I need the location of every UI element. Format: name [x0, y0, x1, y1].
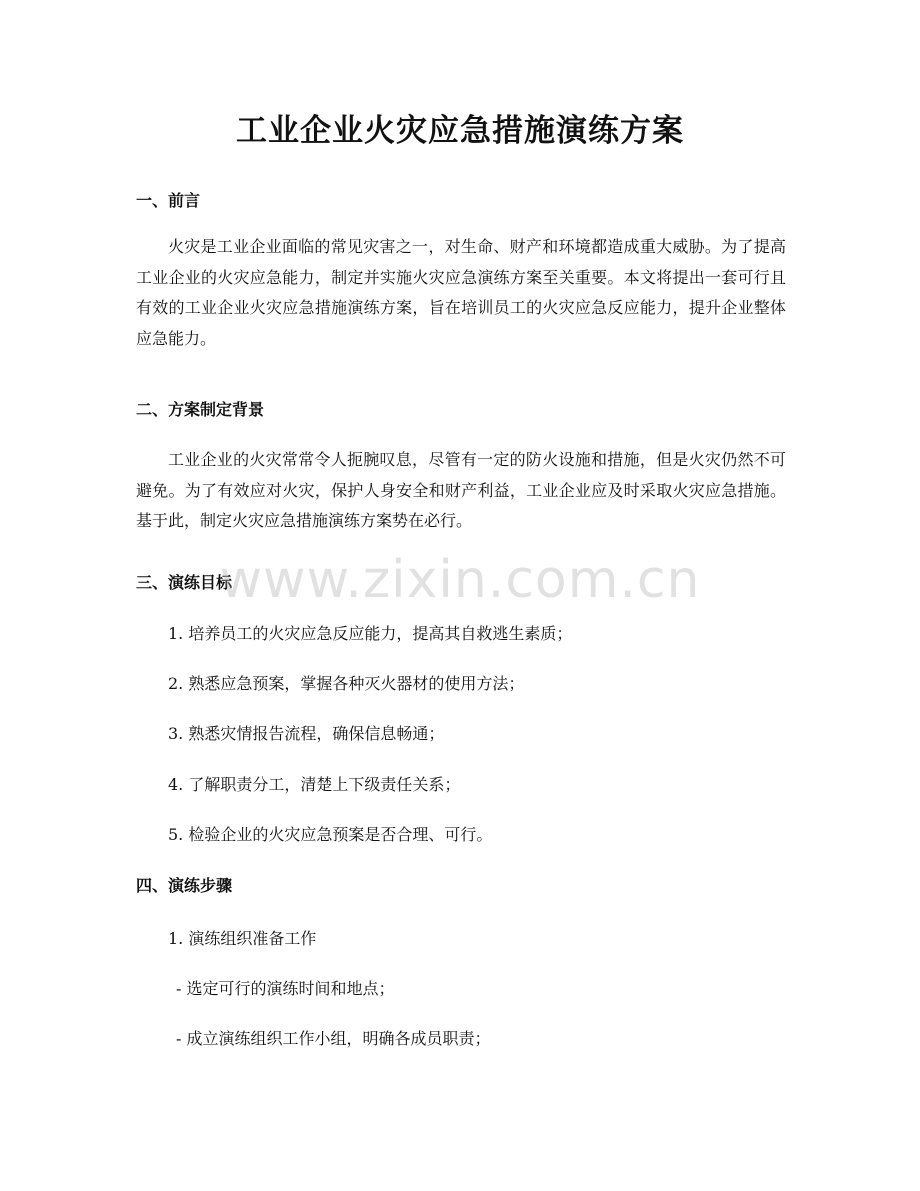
list-item: 4. 了解职责分工，清楚上下级责任关系； — [168, 775, 461, 794]
watermark: www.zixin.com.cn — [219, 550, 701, 610]
sub-list-item: - 选定可行的演练时间和地点； — [176, 979, 395, 998]
section-heading-preface: 一、前言 — [136, 191, 201, 210]
section-paragraph-preface: 火灾是工业企业面临的常见灾害之一，对生命、财产和环境都造成重大威胁。为了提高工业企业的火灾应急能力，制定并实施火灾应急演练方案至关重要。本文将提出一套可行且有效的工业企业火灾应急措施演练方案，旨在培训员工的火灾应急反应能力，提升企业整体应急能力。 — [136, 237, 786, 348]
list-item: 5. 检验企业的火灾应急预案是否合理、可行。 — [168, 825, 493, 844]
list-item: 3. 熟悉灾情报告流程，确保信息畅通； — [168, 724, 445, 743]
document-title: 工业企业火灾应急措施演练方案 — [236, 113, 684, 149]
section-paragraph-background: 工业企业的火灾常常令人扼腕叹息，尽管有一定的防火设施和措施，但是火灾仍然不可避免。为了有效应对火灾，保护人身安全和财产利益，工业企业应及时采取火灾应急措施。基于此，制定火灾应急措施演练方案势在必行。 — [136, 450, 786, 530]
section-heading-goals: 三、演练目标 — [136, 573, 233, 592]
section-heading-background: 二、方案制定背景 — [136, 400, 265, 419]
list-item: 1. 演练组织准备工作 — [168, 929, 317, 948]
sub-list-item: - 成立演练组织工作小组，明确各成员职责； — [176, 1029, 491, 1048]
list-item: 1. 培养员工的火灾应急反应能力，提高其自救逃生素质； — [168, 624, 573, 643]
list-item: 2. 熟悉应急预案，掌握各种灭火器材的使用方法； — [168, 674, 525, 693]
section-heading-steps: 四、演练步骤 — [136, 876, 233, 895]
